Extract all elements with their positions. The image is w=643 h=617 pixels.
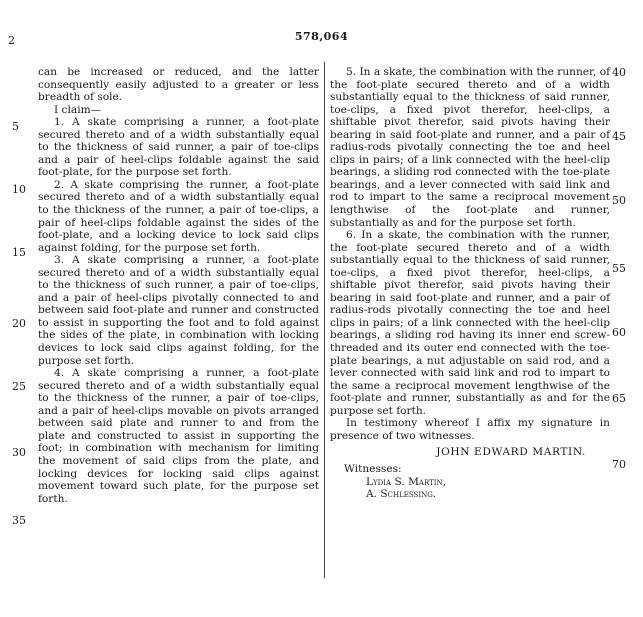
witness-1: Lydia S. Martin, (366, 475, 447, 488)
line-number: 10 (12, 183, 26, 196)
right-column (330, 66, 610, 501)
column-divider (324, 62, 325, 578)
claim-1: 1. A skate comprising a runner, a foot-plate secured thereto and of a width substantially equal to the thickness of said runner, a pair of toe-clips and a pair of heel-clips foldable against the said foot-plate, for the purpose set forth. (38, 116, 319, 179)
witnesses-label: Witnesses: (344, 462, 402, 475)
line-number: 70 (612, 458, 626, 471)
claim-2: 2. A skate comprising the runner, a foot-plate secured thereto and of a width substantially equal to the thickness of the runner, a pair of toe-clips, a pair of heel-clips foldable against the sides of the foot-plate, and a locking device to lock said clips against folding, for the purpose set forth. (38, 178, 319, 254)
line-number: 20 (12, 317, 26, 330)
line-number: 45 (612, 130, 626, 143)
testimony: In testimony whereof I affix my signature in presence of two witnesses. (330, 417, 610, 442)
line-number: 65 (612, 392, 626, 405)
line-number: 55 (612, 262, 626, 275)
claim-intro: I claim— (54, 103, 102, 116)
inventor-name: JOHN EDWARD MARTIN. (436, 446, 586, 459)
left-column (38, 66, 319, 505)
patent-number: 578,064 (294, 30, 349, 43)
line-number: 40 (612, 66, 626, 79)
line-number: 5 (12, 120, 19, 133)
page-number: 2 (8, 34, 15, 47)
line-number: 60 (612, 326, 626, 339)
continuation-paragraph: can be increased or reduced, and the latter consequently easily adjusted to a greater or less breadth of sole. (38, 66, 319, 104)
line-number: 25 (12, 380, 26, 393)
witness-2: A. Schlessing. (366, 488, 437, 501)
line-number: 15 (12, 246, 26, 259)
claim-5: 5. In a skate, the combination with the runner, of the foot-plate secured thereto and of a width substantially equal to the thickness of said runner, toe-clips, a fixed pivot therefor, heel-clips, a shiftable pivot therefor, said pivots having their bearing in said foot-plate and runner, and a pair of radius-rods pivotally connecting the toe and heel clips in pairs; of a link connected with the heel-clip bearings, a sliding rod connected with the toe-plate bearings, and a lever connected with said link and rod to impart to the same a reciprocal movement lengthwise of the foot-plate and runner, substantially as and for the purpose set forth. (330, 66, 610, 229)
line-number: 50 (612, 194, 626, 207)
claim-6: 6. In a skate, the combination with the runner, the foot-plate secured thereto and of a width substantially equal to the thickness of said runner, toe-clips, a fixed pivot therefor, heel-clips, a shiftable pivot therefor, said pivots having their bearing in said foot-plate and runner, and a pair of radius-rods pivotally connecting the toe and heel clips in pairs; of a link connected with the heel-clip bearings, a sliding rod having its inner end screw-threaded and its outer end connected with the toe-plate bearings, a nut adjustable on said rod, and a lever connected with said link and rod to impart to the same a reciprocal movement lengthwise of the foot-plate and runner, substantially as and for the purpose set forth. (330, 229, 610, 417)
claim-3: 3. A skate comprising a runner, a foot-plate secured thereto and of a width substantially equal to the thickness of such runner, a pair of toe-clips, and a pair of heel-clips pivotally connected to and between said foot-plate and runner and constructed to assist in supporting the foot and to fold against the sides of the plate, in combination with locking devices to lock said clips against folding, for the purpose set forth. (38, 254, 319, 367)
claim-4: 4. A skate comprising a runner, a foot-plate secured thereto and of a width substantially equal to the thickness of the runner, a pair of toe-clips, and a pair of heel-clips movable on pivots arranged between said plate and runner to and from the plate and constructed to assist in supporting the foot; in combination with mechanism for limiting the movement of said clips from the plate, and locking devices for locking said clips against movement toward such plate, for the purpose set forth. (38, 367, 319, 505)
line-number: 35 (12, 514, 26, 527)
line-number: 30 (12, 446, 26, 459)
